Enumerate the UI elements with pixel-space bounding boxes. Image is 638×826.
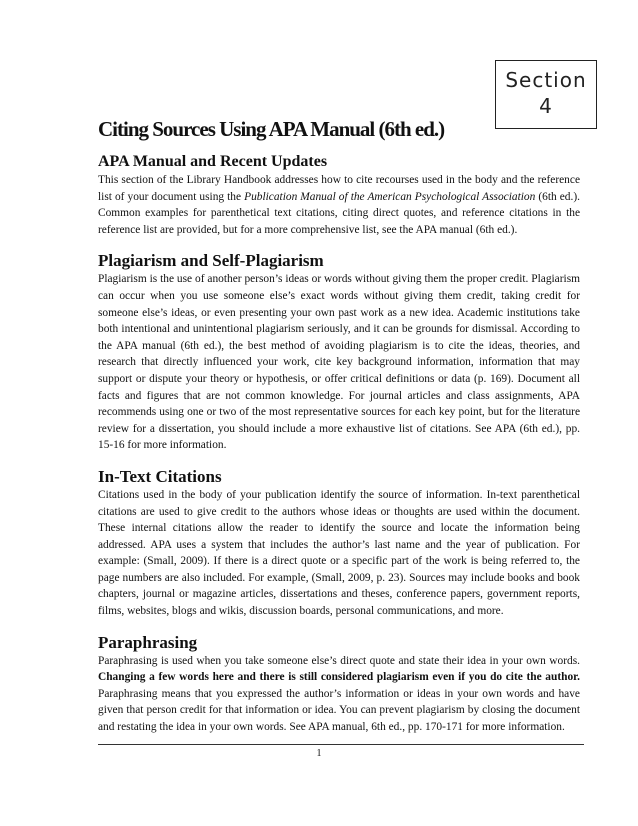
apa-manual-text-start: This section of the Library Handbook addresses how to cite recourses used in the body and the reference list of your document using the: [98, 174, 580, 203]
paraphrasing-text-end: Paraphrasing means that you expressed the author’s information or ideas in your own words and have given that person credit for that information or idea. You can prevent plagiarism by closing the document and restating the idea in your own words. See APA manual, 6th ed., pp. 170-171 for more information.: [98, 687, 580, 734]
heading-in-text-citations: In-Text Citations: [98, 466, 222, 486]
paragraph-paraphrasing: [98, 653, 580, 736]
heading-paraphrasing: Paraphrasing: [98, 632, 198, 652]
heading-plagiarism: Plagiarism and Self-Plagiarism: [98, 251, 324, 271]
apa-manual-publication-title: Publication Manual of the American Psychological Association: [244, 190, 536, 203]
document-title: Citing Sources Using APA Manual (6th ed.): [98, 117, 445, 141]
heading-apa-manual: APA Manual and Recent Updates: [98, 153, 328, 170]
paraphrasing-warning: Changing a few words here and there is still considered plagiarism even if you do cite the author.: [98, 671, 580, 684]
paragraph-apa-manual: [98, 172, 580, 238]
section-in-text-citations: [98, 467, 580, 620]
section-plagiarism: [98, 251, 580, 454]
paraphrasing-text-start: Paraphrasing is used when you take someone else’s direct quote and state their idea in your own words.: [98, 654, 580, 667]
section-number: 4: [539, 94, 553, 118]
section-apa-manual: [98, 152, 580, 238]
paragraph-plagiarism: Plagiarism is the use of another person’s ideas or words without giving them the proper credit. Plagiarism can occur when you use someone else’s exact words without giving them credit, taking credit for someone else’s ideas, or even presenting your own past work as a new idea. Academic institutions take both intentional and unintentional plagiarism seriously, and it can be grounds for dismissal. According to the APA manual (6th ed.), the best method of avoiding plagiarism is to cite the ideas, theories, and research that directly influenced your work, cite key background information, information that may support or dispute your theory or hypothesis, or offer critical definitions or data (p. 169). Document all facts and figures that are not common knowledge. For journal articles and class assignments, APA recommends using one or two of the most representative sources for each key point, but for the literature review for a dissertation, you should include a more exhaustive list of citations. See APA (6th ed.), pp. 15-16 for more information.: [98, 273, 580, 452]
section-label: Section: [505, 68, 587, 92]
section-number-box: [495, 60, 597, 129]
apa-manual-text-end: (6th ed.). Common examples for parenthetical text citations, citing direct quotes, and reference citations in the reference list are provided, but for a more comprehensive list, see the APA manual (6th ed.).: [98, 190, 580, 236]
page-number: 1: [316, 748, 322, 759]
footer-divider: [98, 744, 584, 745]
paragraph-in-text-citations: Citations used in the body of your publication identify the source of information. In-text parenthetical citations are used to give credit to the authors whose ideas or thoughts are used within the document. These internal citations allow the reader to identify the source and locate the information being addressed. APA uses a system that includes the author’s last name and the year of publication. For example: (Small, 2009). If there is a direct quote or a specific part of the work is being referred to, the page numbers are also included. For example, (Small, 2009, p. 23). Sources may include books and book chapters, journal or magazine articles, dissertations and theses, conference papers, government reports, films, websites, blogs and wikis, discussion boards, personal communications, and more.: [98, 488, 580, 618]
document-body: [98, 152, 580, 749]
section-paraphrasing: [98, 633, 580, 736]
